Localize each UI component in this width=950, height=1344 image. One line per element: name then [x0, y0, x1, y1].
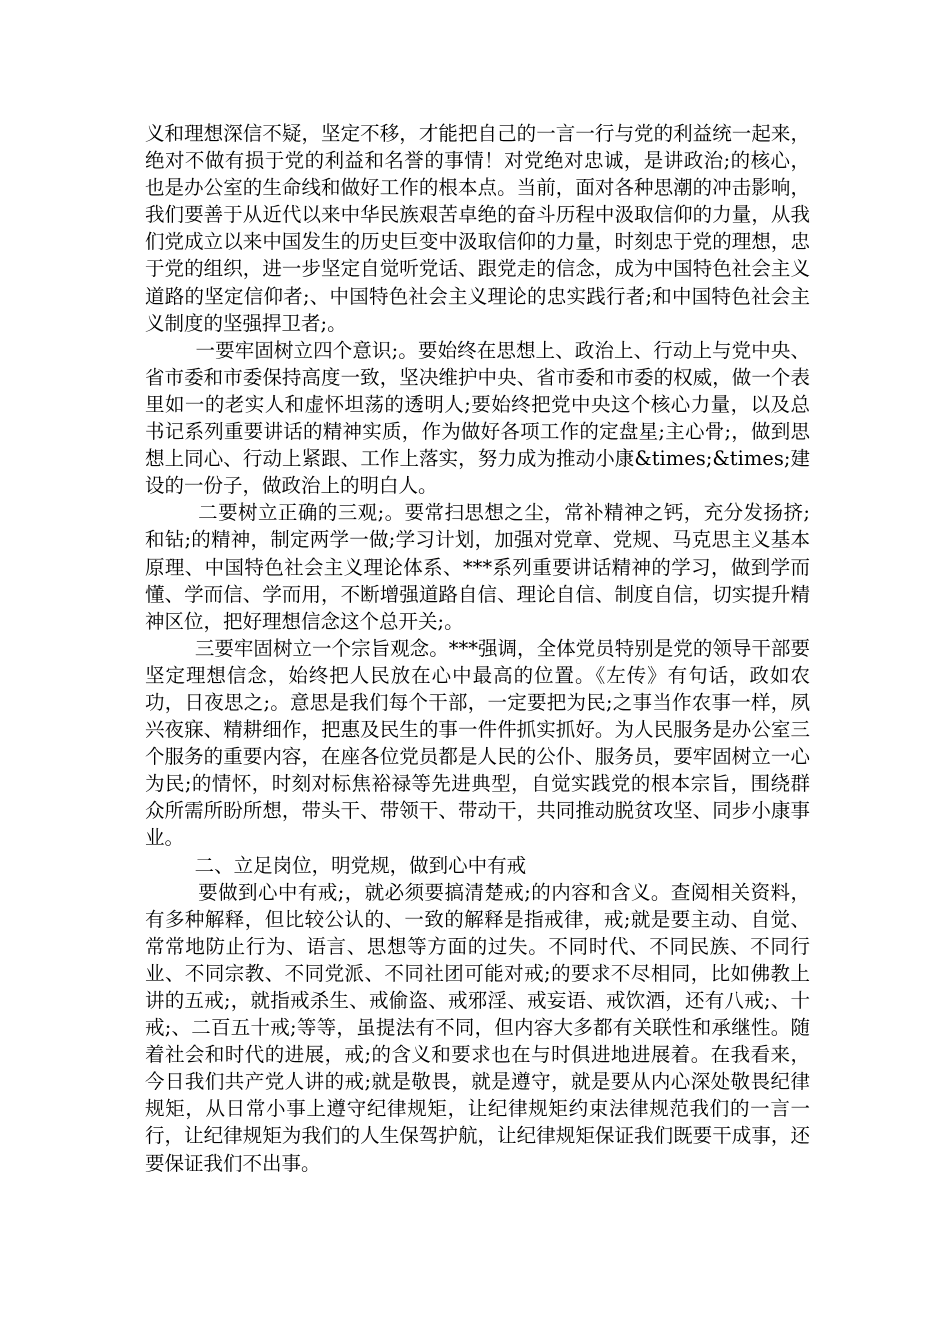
paragraph-four-consciousness: 一要牢固树立四个意识;。要始终在思想上、政治上、行动上与党中央、省市委和市委保持高度一致，坚决维护中央、省市委和市委的权威，做一个表里如一的老实人和虚怀坦荡的透明人;要始终把党中央这个核心力量，以及总书记系列重要讲话的精神实质，作为做好各项工作的定盘星;主心骨;，做到思想上同心、行动上紧跟、工作上落实，努力成为推动小康&times;&times;建设的一份子，做政治上的明白人。 [145, 338, 810, 498]
section-heading-two: 二、立足岗位，明党规，做到心中有戒 [145, 853, 527, 877]
document-body [145, 120, 810, 1177]
paragraph-discipline: 要做到心中有戒;，就必须要搞清楚戒;的内容和含义。查阅相关资料，有多种解释，但比较公认的、一致的解释是指戒律，戒;就是要主动、自觉、常常地防止行为、语言、思想等方面的过失。不同时代、不同民族、不同行业、不同宗教、不同党派、不同社团可能对戒;的要求不尽相同，比如佛教上讲的五戒;，就指戒杀生、戒偷盗、戒邪淫、戒妄语、戒饮酒，还有八戒;、十戒;、二百五十戒;等等，虽提法有不同，但内容大多都有关联性和承继性。随着社会和时代的进展，戒;的含义和要求也在与时俱进地进展着。在我看来，今日我们共产党人讲的戒;就是敬畏，就是遵守，就是要从内心深处敬畏纪律规矩，从日常小事上遵守纪律规矩，让纪律规矩约束法律规范我们的一言一行，让纪律规矩为我们的人生保驾护航，让纪律规矩保证我们既要干成事，还要保证我们不出事。 [145, 880, 811, 1175]
paragraph-purpose-concept: 三要牢固树立一个宗旨观念。***强调，全体党员特别是党的领导干部要坚定理想信念，始终把人民放在心中最高的位置。《左传》有句话，政如农功，日夜思之;。意思是我们每个干部，一定要把为民;之事当作农事一样，夙兴夜寐、精耕细作，把惠及民生的事一件件抓实抓好。为人民服务是办公室三个服务的重要内容，在座各位党员都是人民的公仆、服务员，要牢固树立一心为民;的情怀，时刻对标焦裕禄等先进典型，自觉实践党的根本宗旨，围绕群众所需所盼所想，带头干、带领干、带动干，共同推动脱贫攻坚、同步小康事业。 [145, 636, 810, 850]
paragraph-loyalty-intro: 义和理想深信不疑，坚定不移，才能把自己的一言一行与党的利益统一起来，绝对不做有损于党的利益和名誉的事情！对党绝对忠诚，是讲政治;的核心，也是办公室的生命线和做好工作的根本点。当前，面对各种思潮的冲击影响，我们要善于从近代以来中华民族艰苦卓绝的奋斗历程中汲取信仰的力量，从我们党成立以来中国发生的历史巨变中汲取信仰的力量，时刻忠于党的理想，忠于党的组织，进一步坚定自觉听党话、跟党走的信念，成为中国特色社会主义道路的坚定信仰者;、中国特色社会主义理论的忠实践行者;和中国特色社会主义制度的坚强捍卫者;。 [145, 122, 810, 335]
paragraph-three-views: 二要树立正确的三观;。要常扫思想之尘，常补精神之钙，充分发扬挤;和钻;的精神，制定两学一做;学习计划，加强对党章、党规、马克思主义基本原理、中国特色社会主义理论体系、***系列重要讲话精神的学习，做到学而懂、学而信、学而用，不断增强道路自信、理论自信、制度自信，切实提升精神区位，把好理想信念这个总开关;。 [145, 501, 811, 633]
